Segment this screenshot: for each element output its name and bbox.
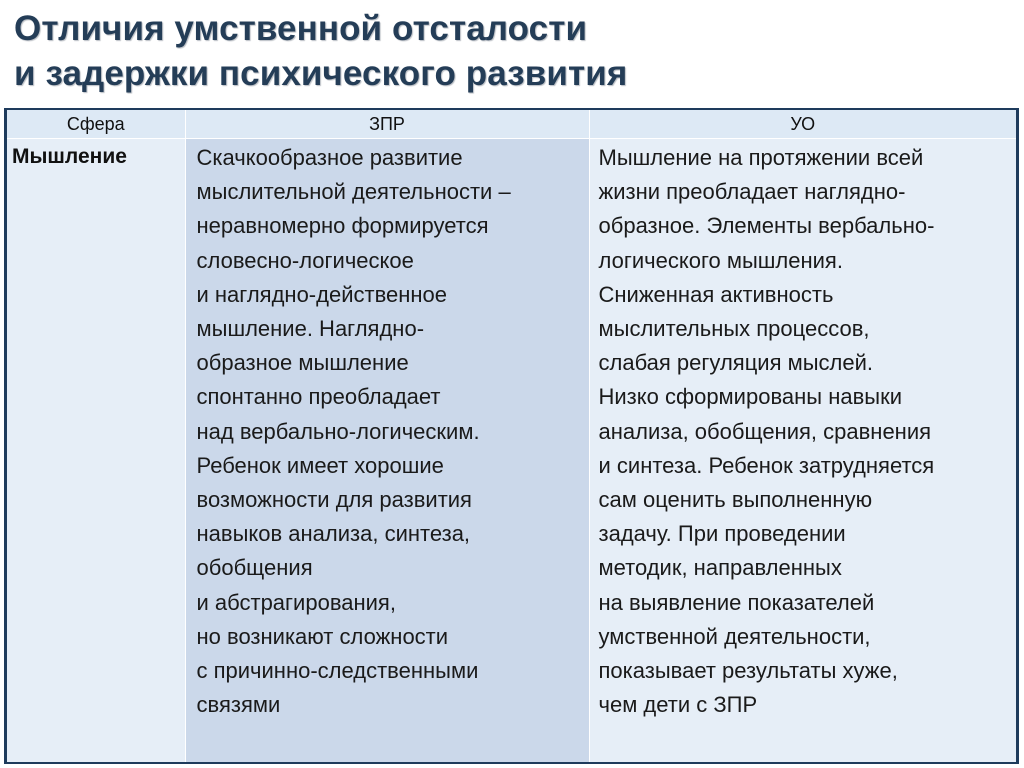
slide-title-line-1: Отличия умственной отсталости: [14, 9, 588, 48]
slide-title: [14, 6, 627, 96]
zpr-cell: [185, 139, 589, 763]
sphere-label: Мышление: [12, 145, 127, 168]
comparison-table-frame: [4, 108, 1019, 764]
header-sphere: Сфера: [7, 110, 185, 139]
table-row: [7, 139, 1016, 763]
table-header-row: [7, 110, 1016, 139]
header-zpr: ЗПР: [185, 110, 589, 139]
comparison-table: [7, 110, 1016, 762]
slide-title-line-2: и задержки психического развития: [14, 54, 628, 93]
header-uo: УО: [589, 110, 1016, 139]
uo-description: Мышление на протяжении всей жизни преобладает наглядно- образное. Элементы вербально- логического мышления. Сниженная активность мыслительных процессов, слабая регуляция мыслей. Низко сформированы навыки анализа, обобщения, сравнения и синтеза. Ребенок затрудняется сам оценить выполненную задачу. При проведении методик, направленных на выявление показателей умственной деятельности, показывает результаты хуже, чем дети с ЗПР: [598, 145, 935, 718]
sphere-cell: [7, 139, 185, 763]
zpr-description: Скачкообразное развитие мыслительной деятельности – неравномерно формируется словесно-логическое и наглядно-действенное мышление. Наглядно- образное мышление спонтанно преобладает над вербально-логическим. Ребенок имеет хорошие возможности для развития навыков анализа, синтеза, обобщения и абстрагирования, но возникают сложности с причинно-следственными связями: [196, 145, 511, 718]
uo-cell: [589, 139, 1016, 763]
